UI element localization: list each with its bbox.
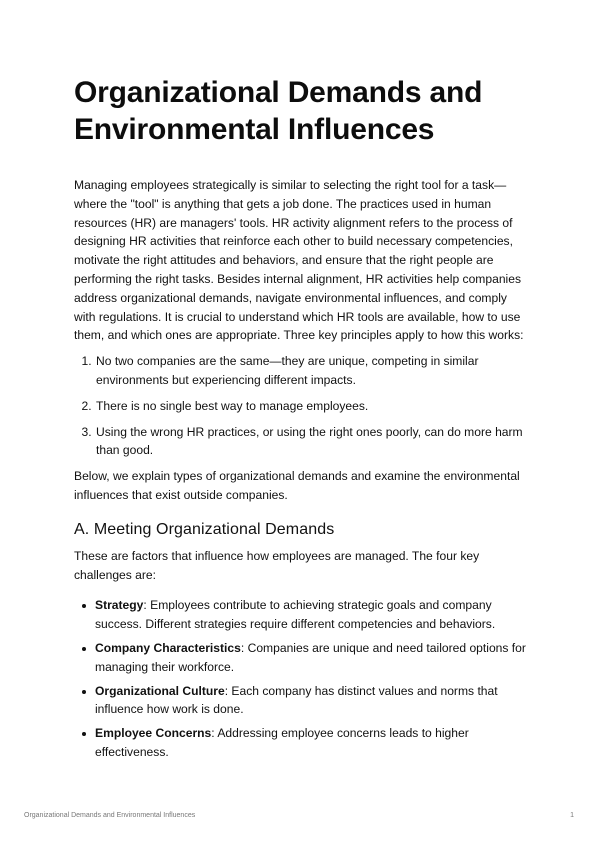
document-page — [74, 74, 530, 767]
page-footer — [24, 812, 574, 819]
list-item: 1. No two companies are the same—they are unique, competing in similar environments but experiencing different impacts. — [95, 352, 530, 390]
term: Company Characteristics — [95, 640, 241, 655]
page-number: 1 — [570, 812, 574, 819]
term: Strategy — [95, 598, 144, 613]
footer-title: Organizational Demands and Environmental Influences — [24, 812, 196, 819]
list-item — [95, 639, 530, 677]
list-item — [95, 682, 530, 720]
definition: : Employees contribute to achieving strategic goals and company success. Different strategies require different competencies and behaviors. — [95, 598, 496, 632]
term: Organizational Culture — [95, 683, 225, 698]
list-item — [95, 596, 530, 634]
definition: : Addressing employee concerns leads to higher effectiveness. — [95, 726, 469, 759]
intro-paragraph: Managing employees strategically is similar to selecting the right tool for a task—where the "tool" is anything that gets a job done. The practices used in human resources (HR) are managers' tools. HR activity alignment refers to the process of designing HR activities that reinforce each other to build necessary competencies, motivate the right attitudes and behaviors, and ensure that the right people are performing the right tasks. Besides internal alignment, HR activities help companies address organizational demands, navigate environmental influences, and comply with regulations. It is crucial to understand which HR tools are available, how to use them, and which ones are appropriate. Three key principles apply to how this works: — [74, 178, 524, 343]
list-item: 3. Using the wrong HR practices, or using the right ones poorly, can do more harm than good. — [95, 423, 530, 461]
definition: : Companies are unique and need tailored options for managing their workforce. — [95, 640, 526, 674]
list-item: 2. There is no single best way to manage employees. — [95, 397, 530, 416]
section-intro: These are factors that influence how employees are managed. The four key challenges are: — [74, 548, 480, 582]
list-item — [95, 724, 530, 762]
section-heading: A. Meeting Organizational Demands — [74, 520, 335, 538]
challenges-list — [74, 596, 530, 761]
definition: : Each company has distinct values and norms that influence how work is done. — [95, 683, 498, 717]
page-title: Organizational Demands and Environmental Influences — [74, 76, 483, 146]
principles-list — [74, 352, 530, 460]
transition-paragraph: Below, we explain types of organizational demands and examine the environmental influences that exist outside companies. — [74, 469, 520, 502]
term: Employee Concerns — [95, 726, 212, 741]
